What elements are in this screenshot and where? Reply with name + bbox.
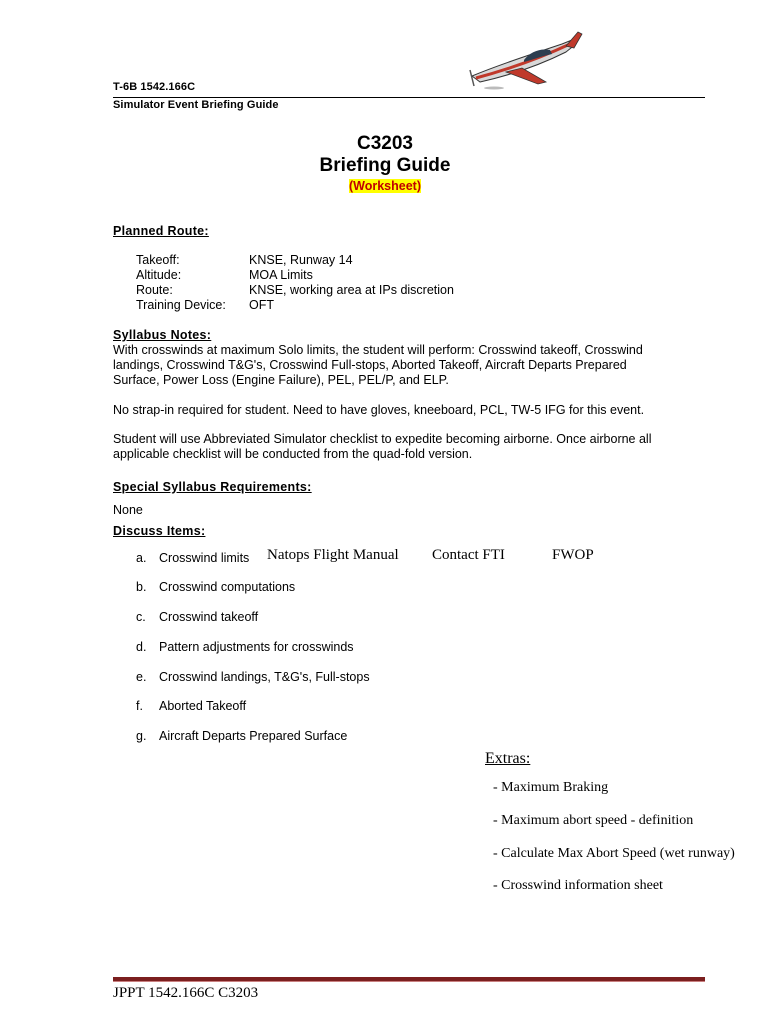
route-value-route: KNSE, working area at IPs discretion (249, 283, 454, 297)
discuss-item-text: Crosswind computations (159, 580, 296, 594)
syllabus-notes-heading: Syllabus Notes: (113, 328, 212, 342)
page-title-code: C3203 (357, 133, 413, 154)
extras-item: - Maximum Braking (493, 780, 609, 795)
route-label-device: Training Device: (136, 298, 226, 312)
extras-item: - Calculate Max Abort Speed (wet runway) (493, 846, 735, 861)
route-label-takeoff: Takeoff: (136, 253, 180, 267)
discuss-item-text: Crosswind landings, T&G's, Full-stops (159, 670, 370, 684)
syllabus-notes-line-3: Surface, Power Loss (Engine Failure), PEL, PEL/P, and ELP. (113, 373, 449, 387)
doc-number: T-6B 1542.166C (113, 81, 196, 93)
discuss-item-letter: a. (136, 551, 147, 565)
page-title-name: Briefing Guide (319, 155, 451, 176)
route-value-takeoff: KNSE, Runway 14 (249, 253, 353, 267)
extras-item: - Maximum abort speed - definition (493, 813, 694, 828)
route-value-device: OFT (249, 298, 274, 312)
handwritten-ref-contact-fti: Contact FTI (432, 547, 505, 563)
syllabus-notes-checklist-2: applicable checklist will be conducted from the quad-fold version. (113, 447, 473, 461)
syllabus-notes-checklist-1: Student will use Abbreviated Simulator checklist to expedite becoming airborne. Once airborne all (113, 432, 652, 446)
extras-heading: Extras: (485, 750, 531, 767)
discuss-items-heading: Discuss Items: (113, 524, 206, 538)
discuss-item-text: Pattern adjustments for crosswinds (159, 640, 354, 654)
discuss-item-text: Crosswind limits (159, 551, 250, 565)
worksheet-highlight: (Worksheet) (348, 179, 421, 193)
discuss-item-text: Aircraft Departs Prepared Surface (159, 729, 348, 743)
discuss-item-letter: b. (136, 580, 147, 594)
special-requirements-heading: Special Syllabus Requirements: (113, 480, 312, 494)
doc-subtitle: Simulator Event Briefing Guide (113, 99, 279, 111)
footer-divider (113, 977, 705, 982)
discuss-item-letter: f. (136, 699, 143, 713)
discuss-item-letter: g. (136, 729, 147, 743)
route-label-route: Route: (136, 283, 173, 297)
header-divider (113, 97, 705, 98)
syllabus-notes-line-1: With crosswinds at maximum Solo limits, the student will perform: Crosswind takeoff, Crosswind (113, 343, 643, 357)
handwritten-ref-fwop: FWOP (552, 547, 594, 563)
handwritten-ref-natops: Natops Flight Manual (267, 547, 399, 563)
syllabus-notes-line-2: landings, Crosswind T&G's, Crosswind Full-stops, Aborted Takeoff, Aircraft Departs Prepared (113, 358, 627, 372)
route-label-altitude: Altitude: (136, 268, 182, 282)
discuss-item-letter: d. (136, 640, 147, 654)
footer-text: JPPT 1542.166C C3203 (113, 985, 259, 1001)
discuss-item-text: Crosswind takeoff (159, 610, 259, 624)
extras-item: - Crosswind information sheet (493, 878, 663, 893)
t6-aircraft-icon (466, 30, 586, 92)
planned-route-heading: Planned Route: (113, 224, 209, 238)
worksheet-label (0, 179, 770, 193)
discuss-item-text: Aborted Takeoff (159, 699, 247, 713)
discuss-item-letter: e. (136, 670, 147, 684)
special-requirements-value: None (113, 503, 143, 517)
discuss-item-letter: c. (136, 610, 146, 624)
syllabus-notes-strap-in: No strap-in required for student. Need to have gloves, kneeboard, PCL, TW-5 IFG for this event. (113, 403, 645, 417)
route-value-altitude: MOA Limits (249, 268, 313, 282)
